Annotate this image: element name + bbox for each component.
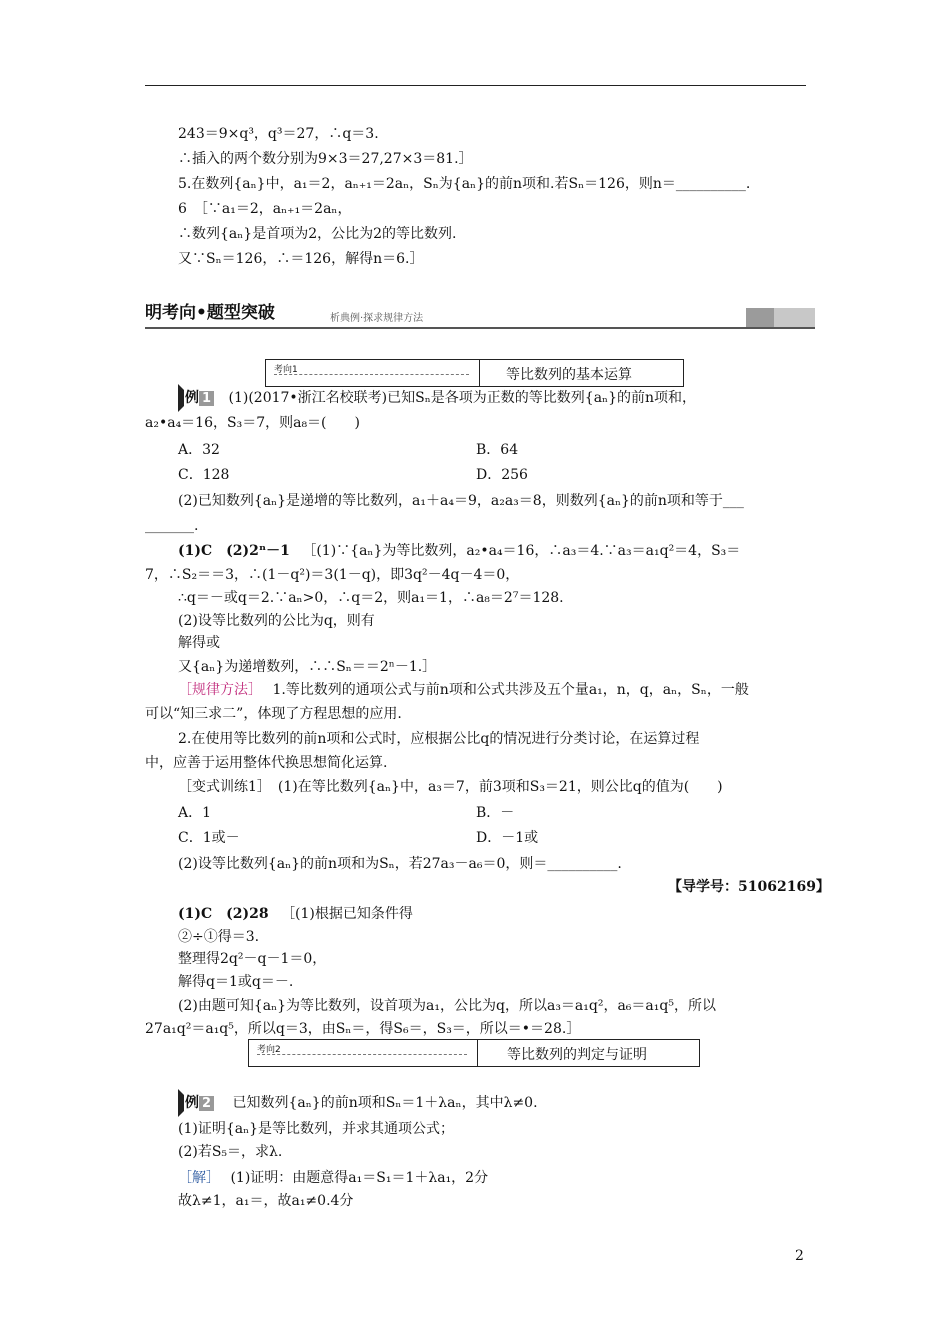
text-line: ∴数列{aₙ}是首项为2，公比为2的等比数列. (178, 226, 457, 242)
text-line: 5.在数列{aₙ}中，a₁＝2，aₙ₊₁＝2aₙ，Sₙ为{aₙ}的前n项和.若Sₙ＝126，则n＝__________. (178, 176, 751, 192)
option-b: B．－ (476, 805, 515, 821)
option-c: C．128 (178, 467, 230, 483)
answer-line (178, 542, 740, 560)
text-line: (2)设等比数列的公比为q，则有 (178, 613, 375, 629)
example-number: 1 (199, 391, 214, 406)
guide-number: 【导学号：51062169】 (668, 879, 830, 895)
triangle-icon (178, 384, 184, 412)
answer-text: ［(1)∵{aₙ}为等比数列，a₂•a₄＝16，∴a₃＝4.∵a₃＝a₁q²＝4，S₃＝ (302, 543, 741, 559)
header-block (746, 308, 774, 329)
text-line: 7，∴S₂＝＝3，∴(1－q²)＝3(1－q)，即3q²－4q－4＝0， (145, 567, 520, 583)
example-text: (1)(2017•浙江名校联考)已知Sₙ是各项为正数的等比数列{aₙ}的前n项和， (228, 390, 697, 406)
text-line: 2.在使用等比数列的前n项和公式时，应根据公比q的情况进行分类讨论，在运算过程 (178, 731, 700, 747)
option-d: D．256 (476, 467, 528, 483)
text-line: 6 ［∵a₁＝2，aₙ₊₁＝2aₙ， (178, 201, 352, 217)
section-divider (145, 327, 815, 329)
topic-tag: 考向2 (257, 1045, 281, 1055)
text-line: 故λ≠1，a₁＝，故a₁≠0.4分 (178, 1193, 354, 1209)
box-divider (477, 1040, 478, 1066)
dashed-line (274, 374, 469, 375)
answer-line (178, 905, 413, 923)
option-a: A．32 (178, 442, 220, 458)
example-label: 例 (185, 390, 199, 406)
solution-label: ［解］ (178, 1170, 220, 1186)
text-line: (2)若S₅＝，求λ. (178, 1144, 283, 1160)
example-number: 2 (199, 1096, 214, 1111)
page-number: 2 (795, 1248, 804, 1264)
text-line: 又{aₙ}为递增数列，∴∴Sₙ＝＝2ⁿ－1.］ (178, 659, 437, 675)
topic-title: 等比数列的基本运算 (506, 367, 632, 383)
solution-line (178, 1169, 488, 1187)
text-line: (1)证明{aₙ}是等比数列，并求其通项公式； (178, 1121, 455, 1137)
example-label: 例 (185, 1095, 199, 1111)
header-rule (145, 85, 806, 86)
text-line: 中，应善于运用整体代换思想简化运算. (145, 755, 388, 771)
text-line: (2)由题可知{aₙ}为等比数列，设首项为a₁，公比为q，所以a₃＝a₁q²，a₆＝a₁q⁵，所以 (178, 998, 716, 1014)
text-line: ∴q＝－或q＝2.∵aₙ>0，∴q＝2，则a₁＝1，∴a₈＝2⁷＝128. (178, 590, 564, 606)
topic-tag: 考向1 (274, 365, 298, 375)
option-b: B．64 (476, 442, 519, 458)
text-line: 解得或 (178, 635, 220, 651)
topic-title: 等比数列的判定与证明 (507, 1047, 647, 1063)
dashed-line (257, 1054, 467, 1055)
text-line: 解得q＝1或q＝－. (178, 974, 294, 990)
text-line: ∴插入的两个数分别为9×3＝27,27×3＝81.］ (178, 151, 473, 167)
text-line: 243＝9×q³，q³＝27，∴q＝3. (178, 126, 379, 142)
text-line: ［变式训练1］ (1)在等比数列{aₙ}中，a₃＝7，前3项和S₃＝21，则公比q的值为( ) (178, 779, 723, 795)
topic-box-2 (248, 1039, 700, 1067)
box-divider (479, 360, 480, 386)
text-line: 又∵Sₙ＝126，∴＝126，解得n＝6.］ (178, 251, 424, 267)
answer-head: (1)C (2)2ⁿ－1 (178, 543, 290, 559)
text-line: a₂•a₄＝16，S₃＝7，则a₈＝( ) (145, 415, 360, 431)
header-block (774, 308, 815, 329)
text-line: _______. (145, 518, 199, 534)
option-d: D．－1或 (476, 830, 539, 846)
answer-text: ［(1)根据已知条件得 (281, 906, 413, 922)
text-line: 27a₁q²＝a₁q⁵，所以q＝3，由Sₙ＝，得S₆＝，S₃＝，所以＝•＝28.］ (145, 1021, 581, 1037)
method-text: 1.等比数列的通项公式与前n项和公式共涉及五个量a₁，n，q，aₙ，Sₙ，一般 (272, 682, 749, 698)
section-subtitle: 析典例·探求规律方法 (330, 313, 424, 324)
text-line: (2)设等比数列{aₙ}的前n项和为Sₙ，若27a₃－a₆＝0，则＝__________. (178, 856, 622, 872)
option-c: C．1或－ (178, 830, 240, 846)
example-text: 已知数列{aₙ}的前n项和Sₙ＝1＋λaₙ，其中λ≠0. (232, 1095, 538, 1111)
option-a: A．1 (178, 805, 212, 821)
method-line (178, 681, 749, 699)
text-line: 可以“知三求二”，体现了方程思想的应用. (145, 706, 402, 722)
answer-head: (1)C (2)28 (178, 906, 269, 922)
example-1-heading (178, 389, 696, 408)
section-title: 明考向•题型突破 (145, 303, 275, 323)
method-label: ［规律方法］ (178, 682, 262, 698)
example-2-heading (178, 1094, 538, 1113)
text-line: (2)已知数列{aₙ}是递增的等比数列，a₁＋a₄＝9，a₂a₃＝8，则数列{aₙ}的前n项和等于___ (178, 493, 744, 509)
topic-box-1 (265, 359, 684, 387)
text-line: 整理得2q²－q－1＝0， (178, 951, 327, 967)
solution-text: (1)证明：由题意得a₁＝S₁＝1＋λa₁，2分 (230, 1170, 489, 1186)
triangle-icon (178, 1089, 184, 1117)
text-line: ②÷①得＝3. (178, 929, 260, 945)
